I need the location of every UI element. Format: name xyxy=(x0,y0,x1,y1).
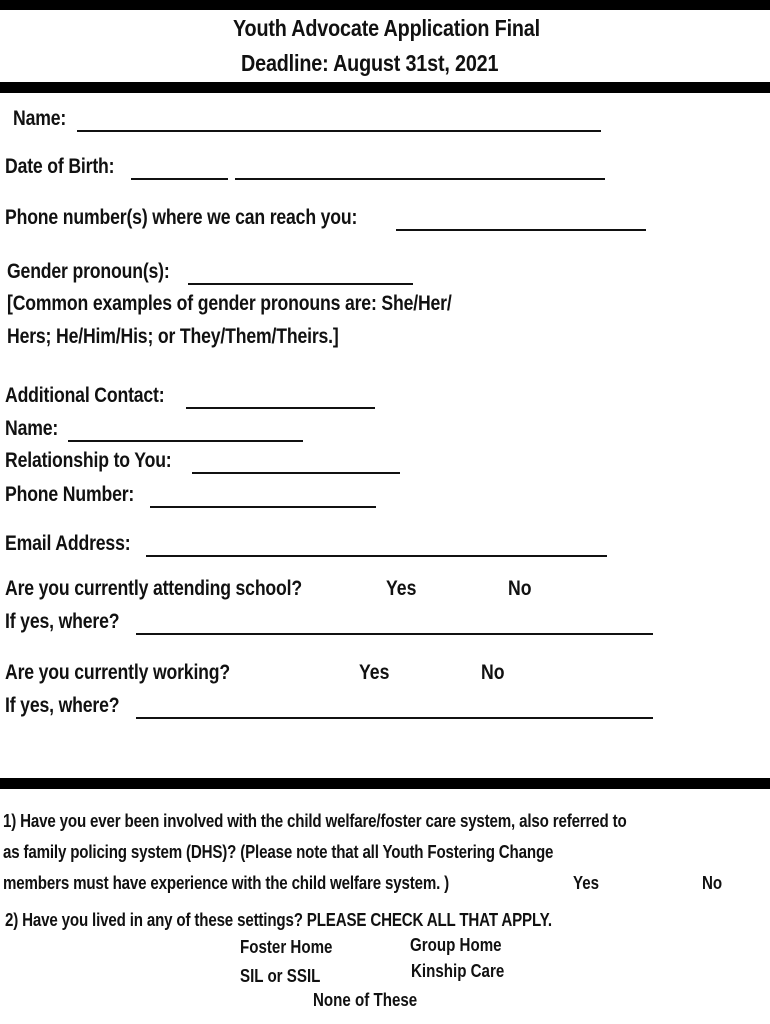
work-yes-option[interactable]: Yes xyxy=(359,661,390,684)
q1-no-option[interactable]: No xyxy=(702,873,723,893)
deadline: Deadline: August 31st, 2021 xyxy=(241,50,499,76)
q1-line2: as family policing system (DHS)? (Please note that all Youth Fostering Change xyxy=(3,842,554,862)
q1-line1: 1) Have you ever been involved with the child welfare/foster care system, also referred to xyxy=(3,811,627,831)
section-divider xyxy=(0,778,770,789)
contact-name-input[interactable] xyxy=(68,426,303,442)
q2-question: 2) Have you lived in any of these settings? PLEASE CHECK ALL THAT APPLY. xyxy=(5,910,552,930)
school-no-option[interactable]: No xyxy=(508,577,532,600)
pronouns-input[interactable] xyxy=(188,269,413,285)
phone-input[interactable] xyxy=(396,215,646,231)
pronoun-note-line1: [Common examples of gender pronouns are: She/Her/ xyxy=(7,292,452,315)
name-input[interactable] xyxy=(77,116,601,132)
work-no-option[interactable]: No xyxy=(481,661,505,684)
work-where-label: If yes, where? xyxy=(5,694,120,717)
school-where-label: If yes, where? xyxy=(5,610,120,633)
dob-label: Date of Birth: xyxy=(5,155,115,178)
phone-label: Phone number(s) where we can reach you: xyxy=(5,206,358,229)
setting-none[interactable]: None of These xyxy=(313,990,418,1010)
additional-contact-input[interactable] xyxy=(186,393,375,409)
school-question: Are you currently attending school? xyxy=(5,577,302,600)
email-label: Email Address: xyxy=(5,532,131,555)
form-title: Youth Advocate Application Final xyxy=(233,15,540,41)
setting-kinship-care[interactable]: Kinship Care xyxy=(411,961,505,981)
q1-yes-option[interactable]: Yes xyxy=(573,873,600,893)
dob-input-part2[interactable] xyxy=(235,164,605,180)
name-label: Name: xyxy=(13,107,67,130)
setting-sil-ssil[interactable]: SIL or SSIL xyxy=(240,966,321,986)
setting-group-home[interactable]: Group Home xyxy=(410,935,502,955)
email-input[interactable] xyxy=(146,541,607,557)
school-yes-option[interactable]: Yes xyxy=(386,577,417,600)
contact-phone-input[interactable] xyxy=(150,492,376,508)
school-where-input[interactable] xyxy=(136,619,653,635)
contact-name-label: Name: xyxy=(5,417,59,440)
relationship-label: Relationship to You: xyxy=(5,449,172,472)
dob-input-part1[interactable] xyxy=(131,164,228,180)
relationship-input[interactable] xyxy=(192,458,400,474)
header-bottom-rule xyxy=(0,82,770,93)
setting-foster-home[interactable]: Foster Home xyxy=(240,937,333,957)
pronouns-label: Gender pronoun(s): xyxy=(7,260,170,283)
work-where-input[interactable] xyxy=(136,703,653,719)
contact-phone-label: Phone Number: xyxy=(5,483,135,506)
header-top-rule xyxy=(0,0,770,10)
additional-contact-label: Additional Contact: xyxy=(5,384,165,407)
q1-line3: members must have experience with the child welfare system. ) xyxy=(3,873,450,893)
work-question: Are you currently working? xyxy=(5,661,231,684)
pronoun-note-line2: Hers; He/Him/His; or They/Them/Theirs.] xyxy=(7,325,339,348)
